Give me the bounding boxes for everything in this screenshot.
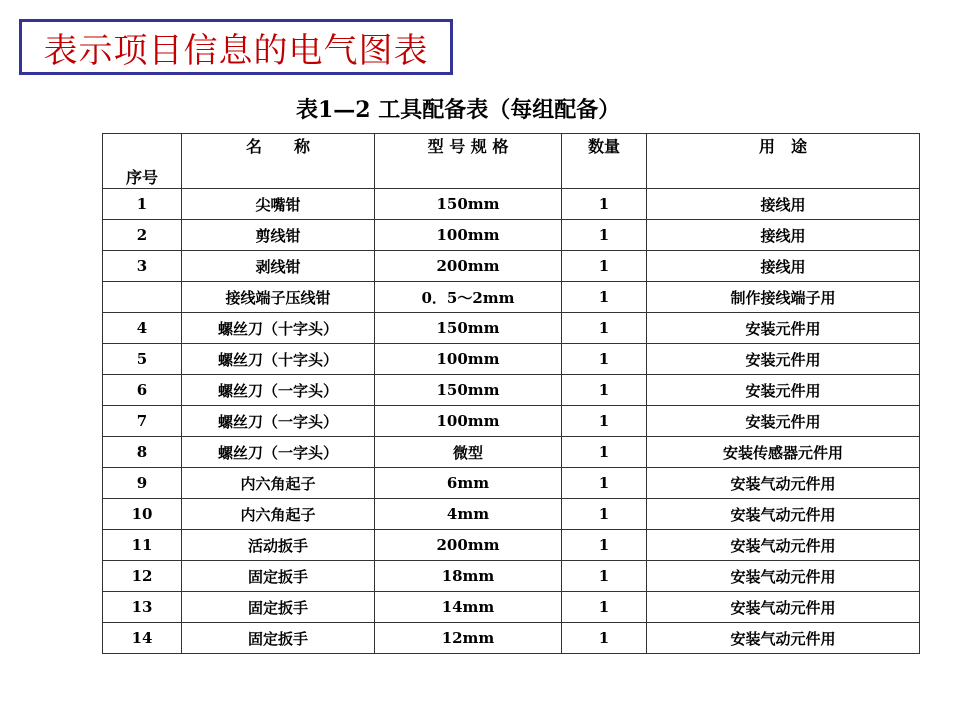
cell-name: 螺丝刀（一字头） [182,437,375,468]
cell-spec: 18mm [375,561,562,592]
table-row [103,406,920,437]
table-row [103,189,920,220]
cell-spec: 150mm [375,313,562,344]
table-row [103,530,920,561]
cell-use: 制作接线端子用 [647,282,920,313]
cell-spec: 微型 [375,437,562,468]
cell-seq: 9 [103,468,182,499]
cell-use: 接线用 [647,251,920,282]
cell-seq: 14 [103,623,182,654]
slide-title: 表示项目信息的电气图表 [43,30,429,71]
table-row [103,344,920,375]
cell-seq: 13 [103,592,182,623]
tool-equipment-table [102,133,920,654]
cell-spec: 0．5～2mm [375,282,562,313]
cell-seq: 8 [103,437,182,468]
table-row [103,220,920,251]
table-row [103,561,920,592]
header-qty: 数量 [562,134,647,189]
cell-qty: 1 [562,499,647,530]
cell-spec: 14mm [375,592,562,623]
cell-name: 固定扳手 [182,592,375,623]
cell-use: 接线用 [647,189,920,220]
cell-name: 螺丝刀（十字头） [182,344,375,375]
cell-name: 固定扳手 [182,561,375,592]
table-row [103,592,920,623]
cell-spec: 150mm [375,375,562,406]
cell-spec: 100mm [375,406,562,437]
slide-title-box [19,19,453,75]
cell-seq [103,282,182,313]
cell-seq: 2 [103,220,182,251]
cell-use: 安装气动元件用 [647,623,920,654]
cell-spec: 100mm [375,344,562,375]
table-header-row [103,134,920,189]
cell-seq: 10 [103,499,182,530]
cell-qty: 1 [562,623,647,654]
cell-use: 安装气动元件用 [647,499,920,530]
cell-use: 安装气动元件用 [647,561,920,592]
cell-seq: 6 [103,375,182,406]
cell-name: 剪线钳 [182,220,375,251]
cell-name: 螺丝刀（一字头） [182,406,375,437]
cell-spec: 4mm [375,499,562,530]
cell-qty: 1 [562,282,647,313]
cell-seq: 1 [103,189,182,220]
cell-qty: 1 [562,406,647,437]
cell-qty: 1 [562,313,647,344]
header-name: 名 称 [182,134,375,189]
cell-name: 活动扳手 [182,530,375,561]
cell-qty: 1 [562,592,647,623]
cell-name: 螺丝刀（一字头） [182,375,375,406]
table-row [103,251,920,282]
cell-name: 剥线钳 [182,251,375,282]
cell-use: 安装元件用 [647,313,920,344]
header-seq: 序号 [103,134,182,189]
cell-spec: 12mm [375,623,562,654]
cell-name: 尖嘴钳 [182,189,375,220]
cell-use: 安装气动元件用 [647,468,920,499]
cell-qty: 1 [562,189,647,220]
cell-seq: 11 [103,530,182,561]
table-row [103,468,920,499]
cell-qty: 1 [562,468,647,499]
cell-spec: 200mm [375,251,562,282]
cell-name: 内六角起子 [182,468,375,499]
cell-name: 固定扳手 [182,623,375,654]
cell-seq: 7 [103,406,182,437]
cell-use: 接线用 [647,220,920,251]
header-spec: 型 号 规 格 [375,134,562,189]
cell-spec: 6mm [375,468,562,499]
cell-use: 安装气动元件用 [647,530,920,561]
table-row [103,499,920,530]
cell-seq: 4 [103,313,182,344]
cell-qty: 1 [562,530,647,561]
cell-spec: 150mm [375,189,562,220]
cell-qty: 1 [562,344,647,375]
cell-seq: 12 [103,561,182,592]
cell-name: 螺丝刀（十字头） [182,313,375,344]
cell-name: 内六角起子 [182,499,375,530]
table-caption: 表1—2 工具配备表（每组配备） [296,97,621,123]
table-row [103,375,920,406]
cell-seq: 5 [103,344,182,375]
cell-qty: 1 [562,437,647,468]
cell-spec: 200mm [375,530,562,561]
table-row [103,282,920,313]
header-use: 用 途 [647,134,920,189]
table-row [103,313,920,344]
table-row [103,623,920,654]
cell-use: 安装气动元件用 [647,592,920,623]
cell-use: 安装元件用 [647,406,920,437]
cell-seq: 3 [103,251,182,282]
cell-qty: 1 [562,220,647,251]
table-row [103,437,920,468]
cell-use: 安装传感器元件用 [647,437,920,468]
cell-use: 安装元件用 [647,344,920,375]
cell-use: 安装元件用 [647,375,920,406]
cell-qty: 1 [562,561,647,592]
cell-spec: 100mm [375,220,562,251]
cell-qty: 1 [562,251,647,282]
cell-name: 接线端子压线钳 [182,282,375,313]
cell-qty: 1 [562,375,647,406]
